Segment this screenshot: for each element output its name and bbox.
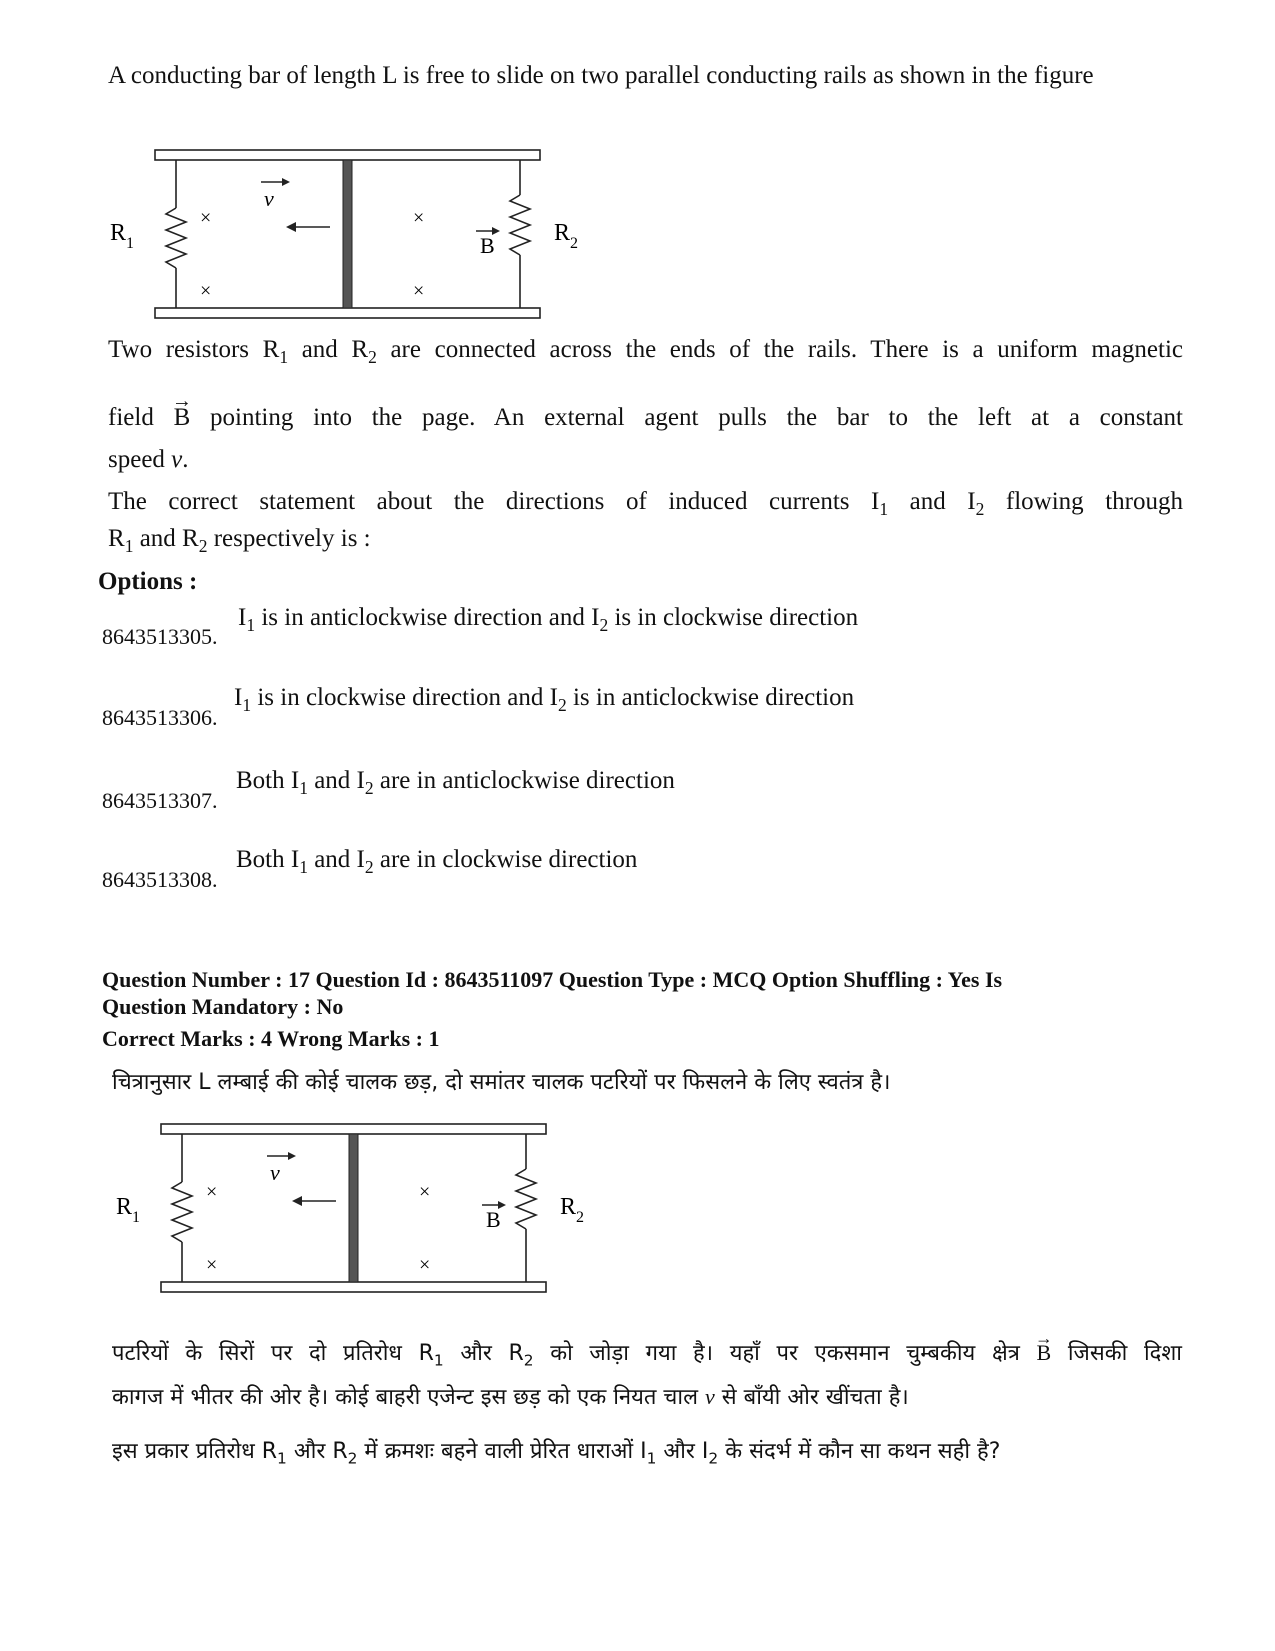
resistor-r2	[510, 195, 530, 255]
b-vector: → B	[174, 400, 191, 436]
hindi-paragraph-2: कागज में भीतर की ओर है। कोई बाहरी एजेन्ट इस छड़ को एक नियत चाल v से बाँयी ओर खींचता है।	[112, 1384, 909, 1410]
r2-sub: 2	[570, 235, 578, 252]
r2-sub: 2	[576, 1209, 584, 1226]
options-label: Options :	[98, 568, 198, 595]
v-label: v	[270, 1160, 280, 1185]
cross-mark: ×	[200, 207, 212, 229]
option-id: 8643513306.	[102, 705, 218, 730]
option-id: 8643513307.	[102, 788, 218, 813]
paragraph-resistors: Two resistors $R_1$ and $R_2$ are connected across the ends of the rails. There is a uniform magnetic	[108, 336, 1183, 368]
cross-mark: ×	[413, 207, 425, 229]
sliding-bar	[343, 160, 352, 308]
top-rail	[155, 150, 540, 160]
bottom-rail	[155, 308, 540, 318]
option-id: 8643513308.	[102, 867, 218, 892]
cross-mark: ×	[413, 280, 425, 302]
paragraph-respectively: $R_1$ and $R_2$ respectively is :	[108, 525, 371, 557]
option-id: 8643513305.	[102, 624, 218, 649]
r1-label: R	[110, 220, 127, 246]
paragraph-speed: speed v.	[108, 446, 189, 473]
option-text: $I_1$ is in clockwise direction and $I_2$ is in anticlockwise direction	[234, 684, 855, 716]
r1-label: R	[116, 1194, 133, 1220]
cross-mark: ×	[200, 280, 212, 302]
question-marks: Correct Marks : 4 Wrong Marks : 1	[102, 1026, 440, 1051]
r1-sub: 1	[132, 1209, 140, 1226]
sliding-bar	[349, 1134, 358, 1282]
cross-mark: ×	[206, 1254, 218, 1276]
b-vector: → B	[1037, 1336, 1052, 1370]
option-text: Both $I_1$ and $I_2$ are in anticlockwise direction	[236, 767, 675, 799]
rail-figure-2	[106, 1114, 606, 1304]
v-label: v	[264, 186, 274, 211]
question-meta-line1: Question Number : 17 Question Id : 8643511097 Question Type : MCQ Option Shuffling : Yes Is	[102, 967, 1003, 992]
hindi-intro: चित्रानुसार L लम्बाई की कोई चालक छड़, दो समांतर चालक पटरियों पर फिसलने के लिए स्वतंत्र है।	[112, 1070, 891, 1095]
option-text: $I_1$ is in anticlockwise direction and $I_2$ is in clockwise direction	[238, 604, 859, 636]
hindi-paragraph-1: पटरियों के सिरों पर दो प्रतिरोध $R_1$ और $R_2$ को जोड़ा गया है। यहाँ पर एकसमान चुम्बकीय क्षेत्र → B जिसकी दिशा	[112, 1336, 1182, 1371]
r2-label: R	[554, 220, 571, 246]
rail-figure-1	[100, 140, 600, 330]
resistor-r1	[166, 208, 186, 268]
question-intro: A conducting bar of length L is free to slide on two parallel conducting rails as shown in the figure	[108, 62, 1094, 89]
option-text: Both $I_1$ and $I_2$ are in clockwise direction	[236, 846, 638, 878]
b-label: B	[486, 1207, 501, 1232]
r1-sub: 1	[126, 235, 134, 252]
resistor-r1	[172, 1182, 192, 1242]
hindi-paragraph-3: इस प्रकार प्रतिरोध $R_1$ और $R_2$ में क्रमशः बहने वाली प्रेरित धाराओं $I_1$ और $I_2$ के संदर्भ में कौन सा कथन सही है?	[112, 1439, 1001, 1468]
resistor-r2	[516, 1169, 536, 1229]
r2-label: R	[560, 1194, 577, 1220]
paragraph-field: field → B pointing into the page. An external agent pulls the bar to the left at a constant	[108, 400, 1183, 436]
cross-mark: ×	[206, 1181, 218, 1203]
question-meta-line2: Question Mandatory : No	[102, 994, 344, 1019]
paragraph-statement: The correct statement about the directions of induced currents $I_1$ and $I_2$ flowing through	[108, 488, 1183, 520]
cross-mark: ×	[419, 1181, 431, 1203]
cross-mark: ×	[419, 1254, 431, 1276]
b-label: B	[480, 233, 495, 258]
